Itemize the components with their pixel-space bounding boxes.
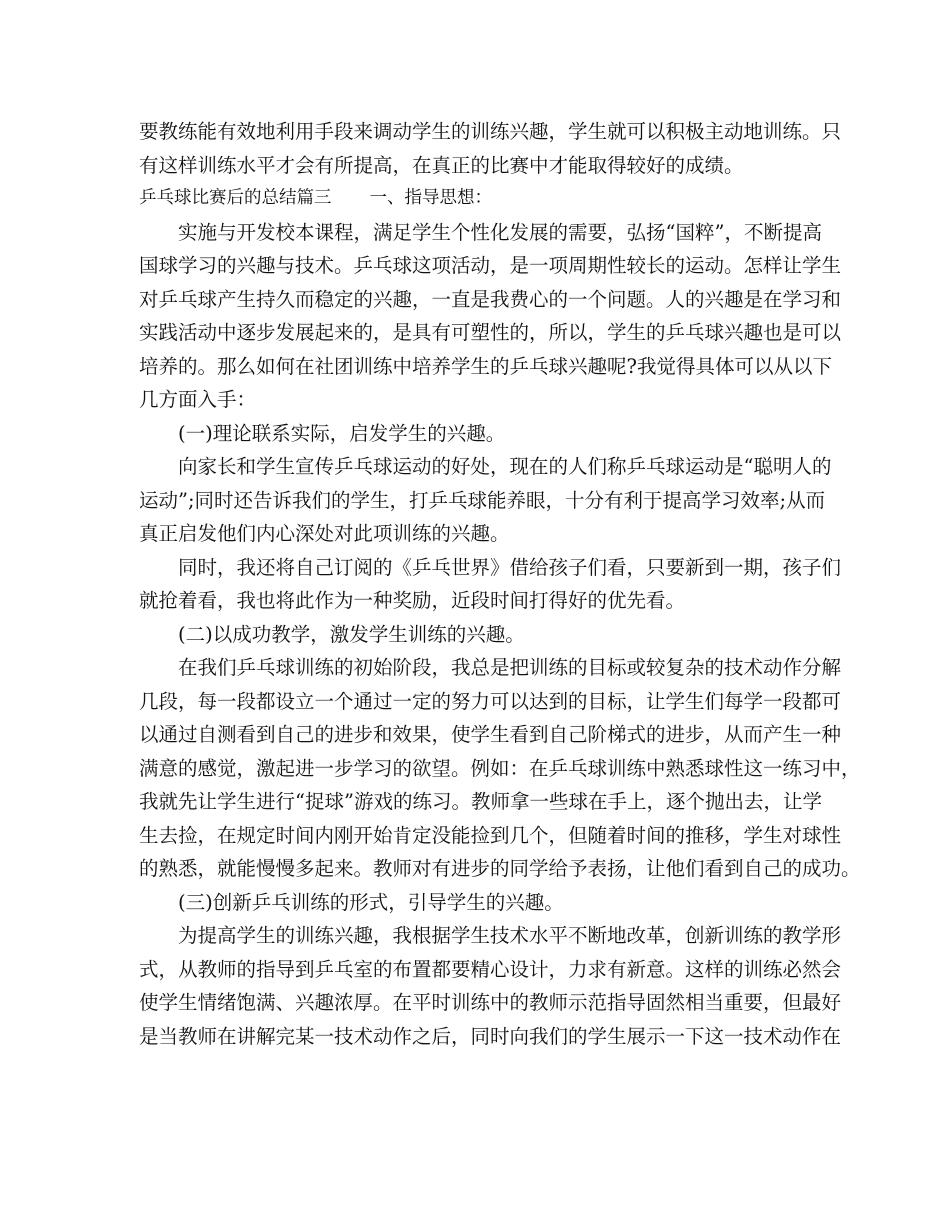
paragraph-line: 对乒乓球产生持久而稳定的兴趣，一直是我费心的一个问题。人的兴趣是在学习和 bbox=[139, 287, 842, 311]
paragraph-line: 我就先让学生进行“捉球”游戏的练习。教师拿一些球在手上，逐个抛出去，让学 bbox=[139, 790, 822, 813]
paragraph-line: 国球学习的兴趣与技术。乒乓球这项活动，是一项周期性较长的运动。怎样让学生 bbox=[139, 254, 842, 277]
paragraph-line: 几方面入手： bbox=[139, 388, 257, 411]
paragraph-line: 要教练能有效地利用手段来调动学生的训练兴趣，学生就可以积极主动地训练。只 bbox=[139, 120, 842, 143]
paragraph-line: 在我们乒乓球训练的初始阶段，我总是把训练的目标或较复杂的技术动作分解 bbox=[178, 656, 842, 679]
paragraph-line: 真正启发他们内心深处对此项训练的兴趣。 bbox=[139, 522, 510, 545]
paragraph-line: 生去捡，在规定时间内刚开始肯定没能捡到几个，但随着时间的推移，学生对球性 bbox=[139, 823, 842, 847]
paragraph-line: 同时，我还将自己订阅的《乒乓世界》借给孩子们看，只要新到一期，孩子们 bbox=[178, 555, 842, 579]
subsection-heading: (一)理论联系实际，启发学生的兴趣。 bbox=[178, 421, 506, 445]
paragraph-line: 向家长和学生宣传乒乓球运动的好处，现在的人们称乒乓球运动是“聪明人的 bbox=[178, 455, 832, 478]
paragraph-line: 实践活动中逐步发展起来的，是具有可塑性的，所以，学生的乒乓球兴趣也是可以 bbox=[139, 321, 842, 344]
paragraph-line: 运动”;同时还告诉我们的学生，打乒乓球能养眼，十分有利于提高学习效率;从而 bbox=[139, 488, 826, 512]
paragraph-line: 几段，每一段都设立一个通过一定的努力可以达到的目标，让学生们每学一段都可 bbox=[139, 689, 842, 713]
paragraph-line: 就抢着看，我也将此作为一种奖励，近段时间打得好的优先看。 bbox=[139, 589, 686, 612]
section-title: 乒乓球比赛后的总结篇三 bbox=[139, 188, 332, 208]
subsection-heading: (三)创新乒乓训练的形式，引导学生的兴趣。 bbox=[178, 890, 564, 914]
paragraph-line: 式，从教师的指导到乒乓室的布置都要精心设计，力求有新意。这样的训练必然会 bbox=[139, 957, 842, 981]
document-body bbox=[139, 115, 861, 1053]
section-heading bbox=[139, 182, 815, 216]
paragraph-line: 为提高学生的训练兴趣，我根据学生技术水平不断地改革，创新训练的教学形 bbox=[178, 924, 842, 947]
paragraph-line: 使学生情绪饱满、兴趣浓厚。在平时训练中的教师示范指导固然相当重要，但最好 bbox=[139, 991, 842, 1014]
paragraph-line: 实施与开发校本课程，满足学生个性化发展的需要，弘扬“国粹”，不断提高 bbox=[178, 220, 822, 244]
paragraph-line: 满意的感觉，激起进一步学习的欲望。例如：在乒乓球训练中熟悉球性这一练习中， bbox=[139, 756, 861, 780]
paragraph-line: 以通过自测看到自己的进步和效果，使学生看到自己阶梯式的进步，从而产生一种 bbox=[139, 723, 842, 746]
paragraph-line: 的熟悉，就能慢慢多起来。教师对有进步的同学给予表扬，让他们看到自己的成功。 bbox=[139, 857, 861, 880]
paragraph-line: 培养的。那么如何在社团训练中培养学生的乒乓球兴趣呢?我觉得具体可以从以下 bbox=[139, 354, 832, 378]
paragraph-line: 是当教师在讲解完某一技术动作之后，同时向我们的学生展示一下这一技术动作在 bbox=[139, 1024, 842, 1048]
subsection-heading: (二)以成功教学，激发学生训练的兴趣。 bbox=[178, 622, 525, 646]
section-subtitle: 一、指导思想： bbox=[369, 188, 492, 208]
paragraph-line: 有这样训练水平才会有所提高，在真正的比赛中才能取得较好的成绩。 bbox=[139, 153, 744, 177]
